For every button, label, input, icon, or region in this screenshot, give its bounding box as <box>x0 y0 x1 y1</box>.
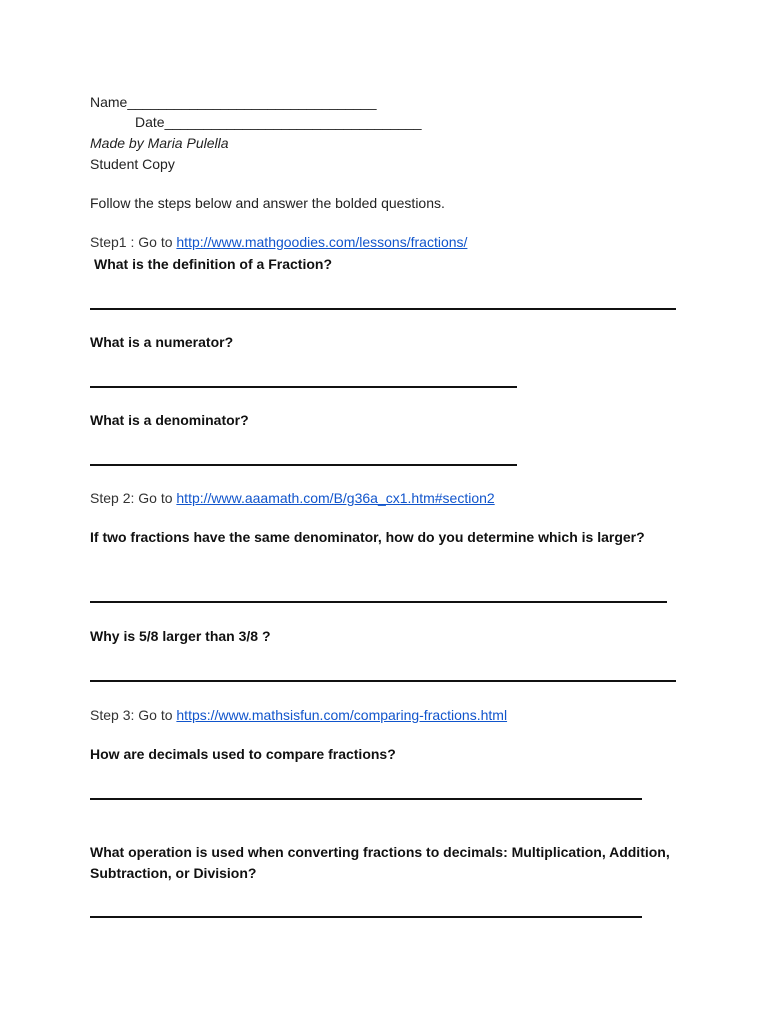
answer-line-3[interactable] <box>90 464 517 466</box>
question-same-denominator: If two fractions have the same denominator, how do you determine which is larger? <box>90 529 645 545</box>
answer-line-4[interactable] <box>90 601 667 603</box>
copy-type-label: Student Copy <box>90 156 175 172</box>
step-1-prefix: Step1 : Go to <box>90 234 177 250</box>
question-denominator: What is a denominator? <box>90 412 249 428</box>
question-decimals-compare: How are decimals used to compare fractions? <box>90 746 396 762</box>
instructions-text: Follow the steps below and answer the bolded questions. <box>90 195 445 211</box>
step-2-link[interactable]: http://www.aaamath.com/B/g36a_cx1.htm#section2 <box>176 490 495 506</box>
question-numerator: What is a numerator? <box>90 334 234 350</box>
author-credit: Made by Maria Pulella <box>90 135 229 151</box>
step-3-link[interactable]: https://www.mathsisfun.com/comparing-fractions.html <box>176 707 508 723</box>
answer-line-2[interactable] <box>90 386 517 388</box>
question-fraction-definition: What is the definition of a Fraction? <box>94 256 332 272</box>
step-2-line <box>90 488 495 508</box>
question-conversion-operation: What operation is used when converting fractions to decimals: Multiplication, Addition, Subtraction, or Division? <box>90 844 670 881</box>
answer-line-6[interactable] <box>90 798 642 800</box>
name-field-line[interactable]: Name________________________________ <box>90 94 377 110</box>
answer-line-1[interactable] <box>90 308 676 310</box>
step-1-link[interactable]: http://www.mathgoodies.com/lessons/fractions/ <box>176 234 468 250</box>
answer-line-5[interactable] <box>90 680 676 682</box>
question-five-eighths: Why is 5/8 larger than 3/8 ? <box>90 628 271 644</box>
step-3-line <box>90 705 507 725</box>
step-2-prefix: Step 2: Go to <box>90 490 177 506</box>
step-3-prefix: Step 3: Go to <box>90 707 177 723</box>
step-1-line <box>90 232 467 252</box>
date-field-line[interactable]: Date_________________________________ <box>135 114 422 130</box>
answer-line-7[interactable] <box>90 916 642 918</box>
